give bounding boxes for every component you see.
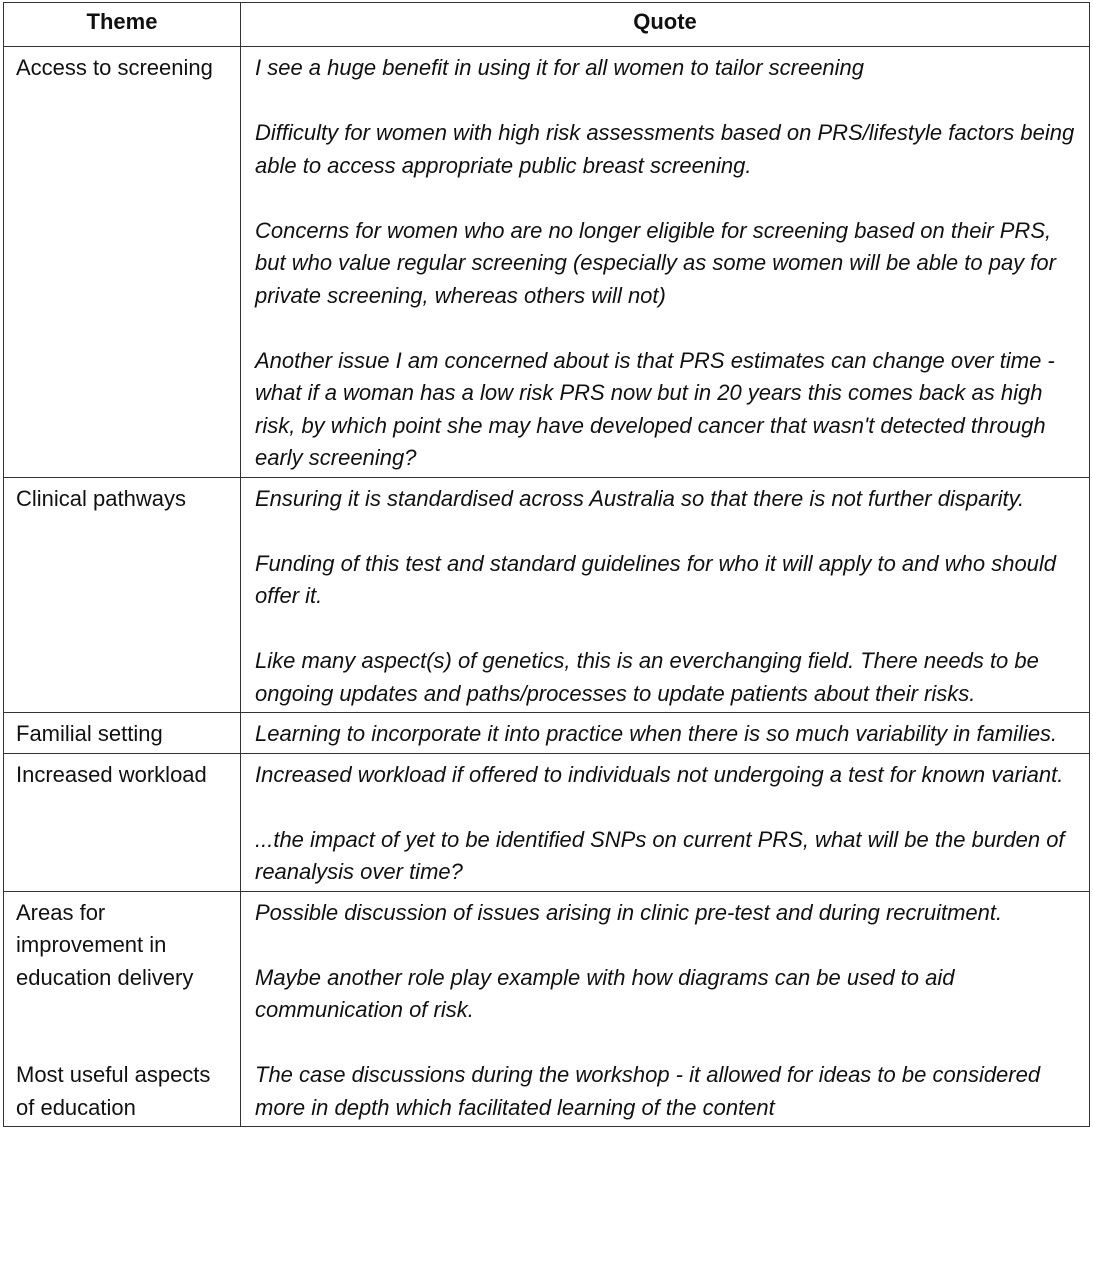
theme-cell: Access to screening bbox=[4, 47, 241, 478]
quote-text: Funding of this test and standard guidelines for who it will apply to and who should offer it. bbox=[255, 550, 1057, 608]
quote-cell bbox=[241, 47, 1090, 478]
theme-cell bbox=[4, 891, 241, 1127]
quote-cell bbox=[241, 753, 1090, 891]
quote-text: Increased workload if offered to individuals not undergoing a test for known variant. bbox=[255, 761, 1064, 787]
quote-text: Maybe another role play example with how diagrams can be used to aid communication of risk. bbox=[255, 964, 955, 1022]
table-row bbox=[4, 47, 1090, 478]
theme-cell: Increased workload bbox=[4, 753, 241, 891]
quote-text: Concerns for women who are no longer eligible for screening based on their PRS, but who value regular screening (especially as some women will be able to pay for private screening, whereas others will not) bbox=[255, 217, 1056, 308]
quote-text: Possible discussion of issues arising in clinic pre-test and during recruitment. bbox=[255, 899, 1003, 925]
theme-label: Most useful aspects of education bbox=[16, 1062, 211, 1120]
theme-spacer bbox=[16, 994, 234, 1059]
quote-text: Another issue I am concerned about is that PRS estimates can change over time - what if a woman has a low risk PRS now but in 20 years this comes back as high risk, by which point she may have developed cancer that wasn't detected through early screening? bbox=[255, 347, 1055, 470]
table-row bbox=[4, 477, 1090, 713]
quote-text: Ensuring it is standardised across Australia so that there is not further disparity. bbox=[255, 485, 1025, 511]
quote-cell bbox=[241, 713, 1090, 754]
quote-text: I see a huge benefit in using it for all women to tailor screening bbox=[255, 55, 865, 80]
quote-column-header: Quote bbox=[241, 3, 1090, 47]
quote-text: Learning to incorporate it into practice when there is so much variability in families. bbox=[255, 721, 1058, 746]
theme-column-header: Theme bbox=[4, 3, 241, 47]
theme-label: Areas for improvement in education delivery bbox=[16, 899, 194, 990]
table-row bbox=[4, 753, 1090, 891]
theme-cell: Clinical pathways bbox=[4, 477, 241, 713]
table-row bbox=[4, 891, 1090, 1127]
themes-quotes-table bbox=[3, 2, 1090, 1127]
table-row bbox=[4, 713, 1090, 754]
header-row bbox=[4, 3, 1090, 47]
theme-cell: Familial setting bbox=[4, 713, 241, 754]
quote-cell bbox=[241, 477, 1090, 713]
quote-text: The case discussions during the workshop - it allowed for ideas to be considered more in depth which facilitated learning of the content bbox=[255, 1062, 1041, 1120]
quote-cell bbox=[241, 891, 1090, 1127]
quote-text: ...the impact of yet to be identified SNPs on current PRS, what will be the burden of reanalysis over time? bbox=[255, 826, 1065, 884]
quote-text: Like many aspect(s) of genetics, this is an everchanging field. There needs to be ongoing updates and paths/processes to update patients about their risks. bbox=[255, 648, 1039, 706]
quote-text: Difficulty for women with high risk assessments based on PRS/lifestyle factors being able to access appropriate public breast screening. bbox=[255, 120, 1075, 178]
